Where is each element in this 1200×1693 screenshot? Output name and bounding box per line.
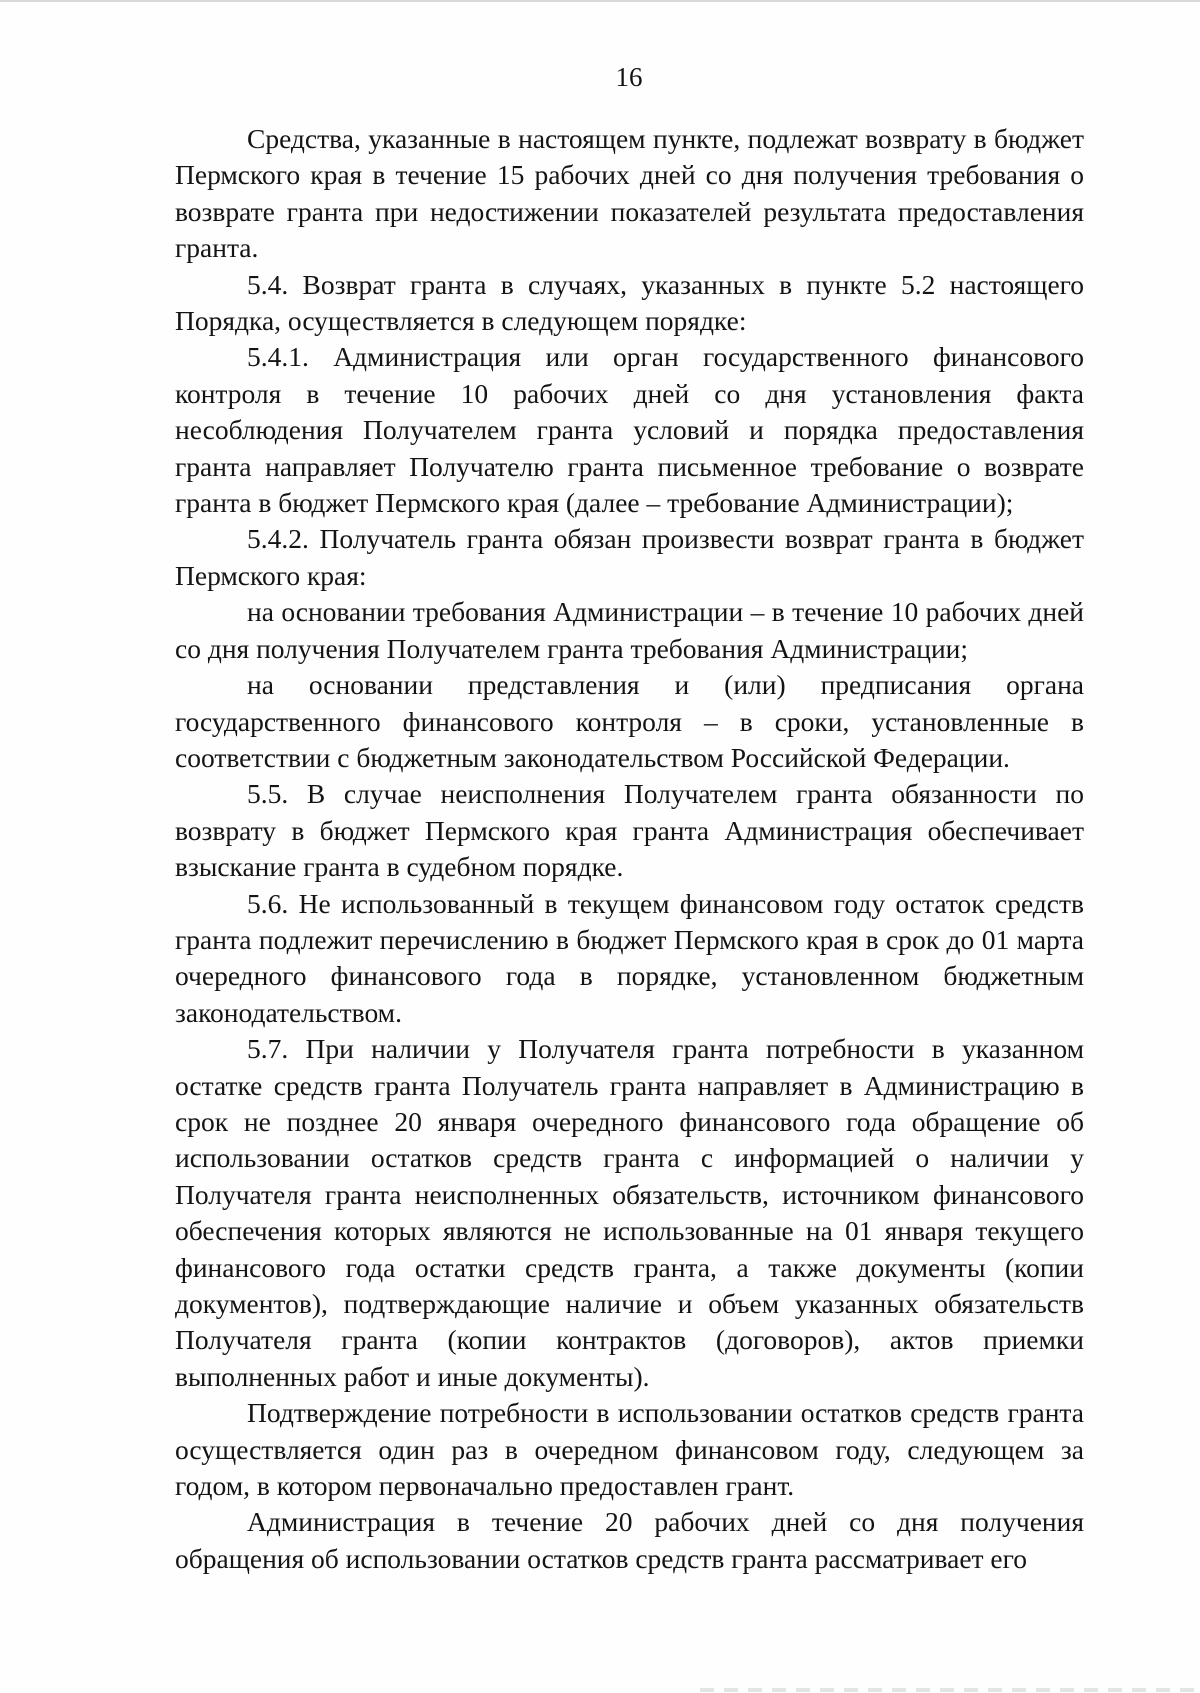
scan-edge-bottom <box>700 1688 1200 1692</box>
paragraph-admin-requirement: на основании требования Администрации – в течение 10 рабочих дней со дня получения Получателем гранта требования Администрации; <box>175 596 1084 664</box>
paragraph-5-5: 5.5. В случае неисполнения Получателем гранта обязанности по возврату в бюджет Пермского края гранта Администрация обеспечивает взыскание гранта в судебном порядке. <box>175 778 1084 883</box>
paragraph-5-6: 5.6. Не использованный в текущем финансовом году остаток средств гранта подлежит перечислению в бюджет Пермского края в срок до 01 марта очередного финансового года в порядке, установленном бюджетным законодательством. <box>175 887 1084 1028</box>
paragraph-5-4-2: 5.4.2. Получатель гранта обязан произвести возврат гранта в бюджет Пермского края: <box>175 523 1084 591</box>
document-body <box>175 121 1084 1577</box>
paragraph-5-4: 5.4. Возврат гранта в случаях, указанных в пункте 5.2 настоящего Порядка, осуществляется в следующем порядке: <box>175 268 1084 337</box>
paragraph-confirmation: Подтверждение потребности в использовании остатков средств гранта осуществляется один раз в очередном финансовом году, следующем за годом, в котором первоначально предоставлен грант. <box>175 1397 1084 1502</box>
paragraph-5-7: 5.7. При наличии у Получателя гранта потребности в указанном остатке средств гранта Получатель гранта направляет в Администрацию в срок не позднее 20 января очередного финансового года обращение об использовании остатков средств гранта с информацией о наличии у Получателя гранта неисполненных обязательств, источником финансового обеспечения которых являются не использованные на 01 января текущего финансового года остатки средств гранта, а также документы (копии документов), подтверждающие наличие и объем указанных обязательств Получателя гранта (копии контрактов (договоров), актов приемки выполненных работ и иные документы). <box>175 1033 1084 1392</box>
page-number: 16 <box>615 62 643 92</box>
paragraph-5-4-1: 5.4.1. Администрация или орган государственного финансового контроля в течение 10 рабочих дней со дня установления факта несоблюдения Получателем гранта условий и порядка предоставления гранта направляет Получателю гранта письменное требование о возврате гранта в бюджет Пермского края (далее – требование Администрации); <box>175 341 1084 519</box>
paragraph-control-body: на основании представления и (или) предписания органа государственного финансового контроля – в сроки, установленные в соответствии с бюджетным законодательством Российской Федерации. <box>175 669 1084 773</box>
paragraph-funds-return: Средства, указанные в настоящем пункте, подлежат возврату в бюджет Пермского края в течение 15 рабочих дней со дня получения требования о возврате гранта при недостижении показателей результата предоставления гранта. <box>175 123 1084 264</box>
scan-edge-top <box>0 0 1200 2</box>
paragraph-administration-review: Администрация в течение 20 рабочих дней со дня получения обращения об использовании остатков средств гранта рассматривает его <box>175 1506 1084 1574</box>
